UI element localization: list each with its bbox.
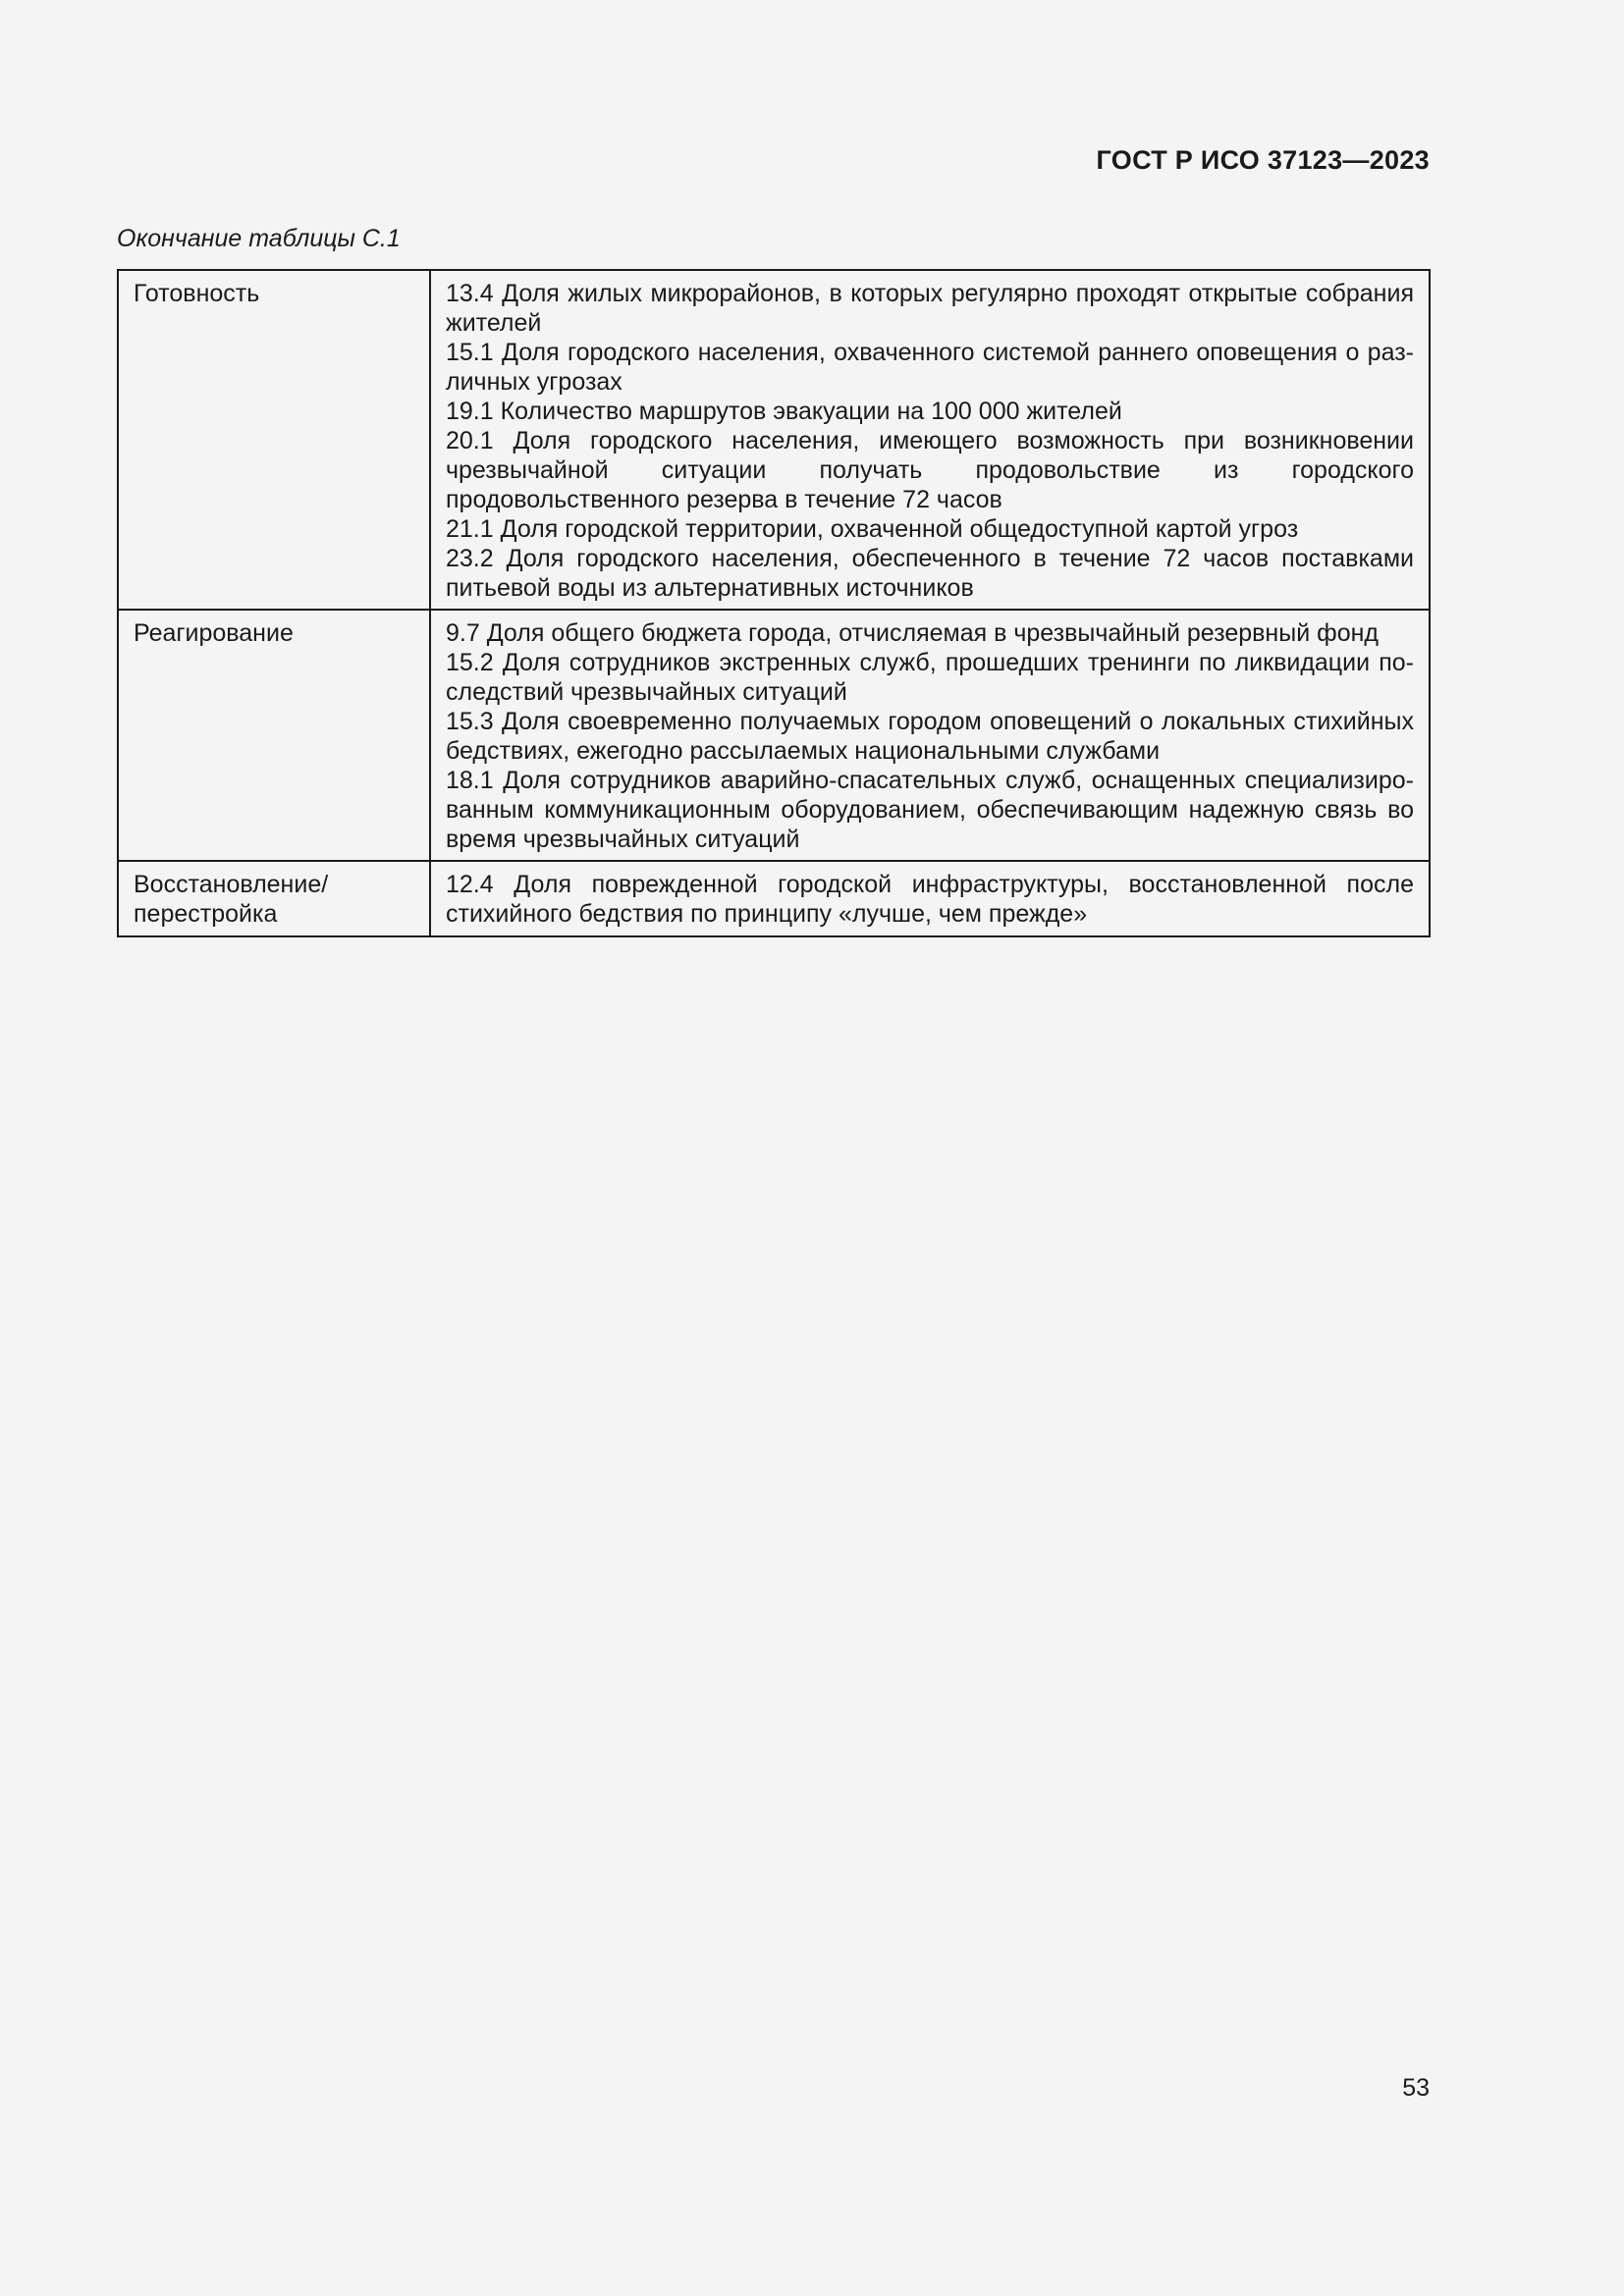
indicator-item: 15.3 Доля своевременно получаемых городом оповещений о локальных стихийных бедствиях, ежегодно рассылаемых национальными службами [446, 708, 1414, 765]
indicator-item: 13.4 Доля жилых микрорайонов, в которых регулярно проходят открытые собрания жителей [446, 280, 1414, 337]
stage-cell: Восстановление/ перестройка [118, 861, 430, 936]
table-row [118, 610, 1430, 861]
indicator-item: 12.4 Доля поврежденной городской инфраструктуры, восстановленной после стихийного бедствия по принципу «лучше, чем прежде» [446, 871, 1414, 928]
indicators-table [117, 269, 1431, 937]
document-standard-code: ГОСТ Р ИСО 37123—2023 [1096, 145, 1430, 175]
indicators-cell [430, 270, 1430, 610]
indicator-item: 20.1 Доля городского населения, имеющего возможность при возникновении чрезвычайной ситуации получать продовольствие из городского продовольственного резерва в течение 72 часов [446, 427, 1414, 513]
indicator-item: 18.1 Доля сотрудников аварийно-спасательных служб, оснащенных специализированным коммуникационным оборудованием, обеспечивающим надежную связь во время чрезвычайных ситуаций [446, 767, 1414, 853]
indicators-cell [430, 610, 1430, 861]
table-caption: Окончание таблицы С.1 [117, 225, 401, 252]
indicators-cell [430, 861, 1430, 936]
stage-cell: Готовность [118, 270, 430, 610]
page-number: 53 [1402, 2074, 1430, 2102]
indicator-item: 15.1 Доля городского населения, охваченного системой раннего оповещения о различных угрозах [446, 339, 1414, 396]
indicator-item: 21.1 Доля городской территории, охваченной общедоступной картой угроз [446, 515, 1299, 543]
table-row [118, 270, 1430, 610]
stage-cell: Реагирование [118, 610, 430, 861]
indicator-item: 9.7 Доля общего бюджета города, отчисляемая в чрезвычайный резервный фонд [446, 619, 1379, 647]
indicator-item: 23.2 Доля городского населения, обеспеченного в течение 72 часов поставками питьевой воды из альтернативных источников [446, 545, 1414, 602]
indicator-item: 15.2 Доля сотрудников экстренных служб, прошедших тренинги по ликвидации последствий чрезвычайных ситуаций [446, 649, 1414, 706]
indicator-item: 19.1 Количество маршрутов эвакуации на 100 000 жителей [446, 398, 1122, 425]
table-row [118, 861, 1430, 936]
